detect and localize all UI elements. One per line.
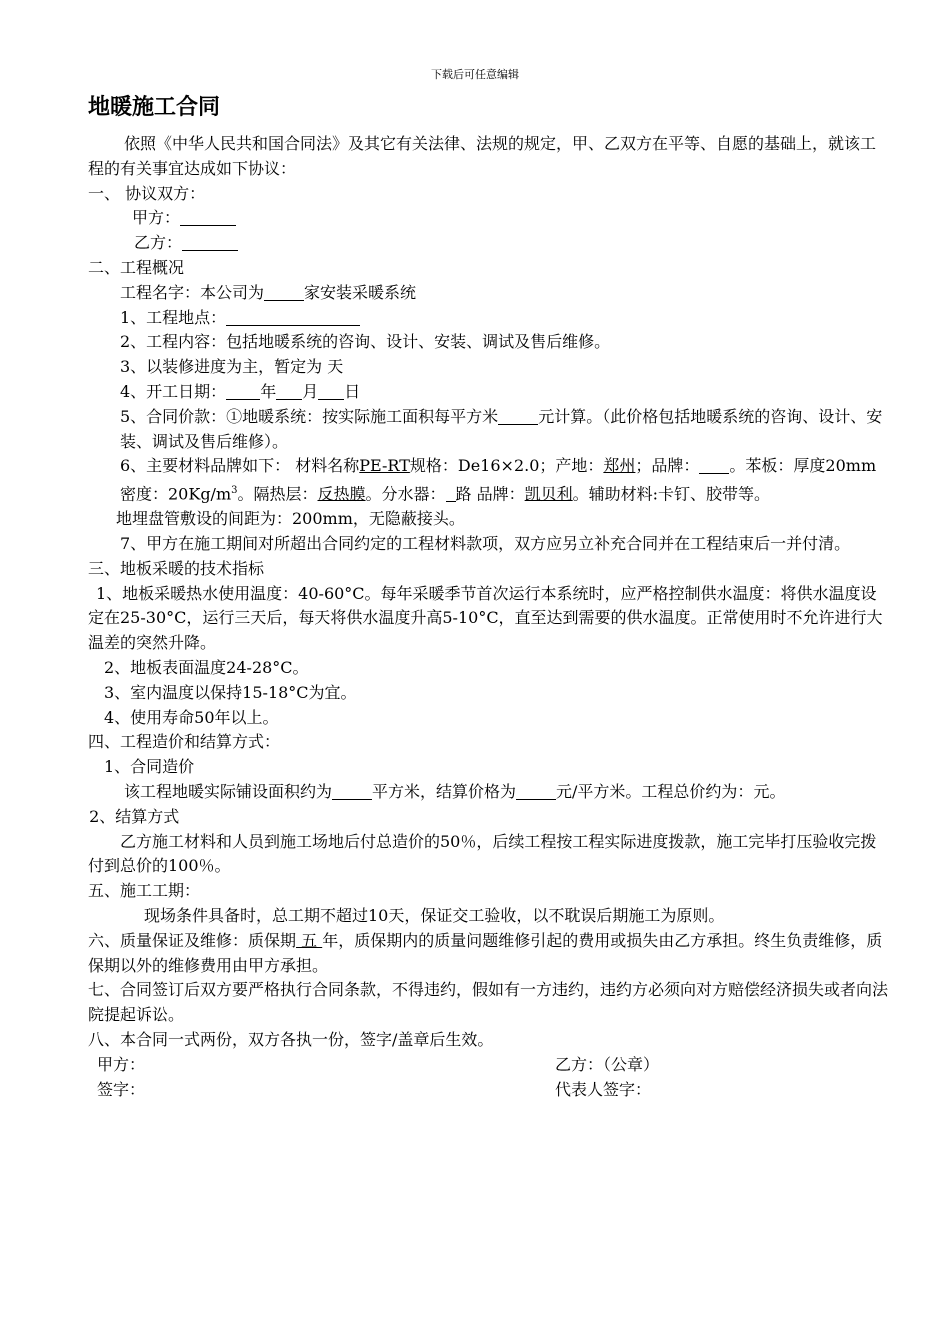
origin-value: 郑州 bbox=[603, 456, 636, 476]
area-pre: 该工程地暖实际铺设面积约为 bbox=[124, 782, 333, 802]
materials-g: 路 品牌： bbox=[455, 484, 525, 504]
manifold-blank bbox=[446, 485, 456, 502]
item-location bbox=[88, 306, 888, 331]
total-price-unit: 元。 bbox=[753, 782, 786, 802]
tech-item-1: 1、地板采暖热水使用温度：40-60°C。每年采暖季节首次运行本系统时，应严格控制供水温度：将供水温度设定在25-30°C，运行三天后，每天将供水温度升高5-10°C，直至达到需要的供水温度。正常使用时不允许进行大温差的突然升降。 bbox=[88, 583, 883, 653]
year-blank bbox=[226, 383, 260, 400]
density-exponent: 3 bbox=[231, 485, 238, 497]
month-blank bbox=[276, 383, 302, 400]
page-title: 地暖施工合同 bbox=[88, 95, 221, 120]
total-price-pre: 元/平方米。工程总价约为： bbox=[556, 782, 754, 802]
party-a-signature-label: 甲方： bbox=[97, 1054, 146, 1074]
unit-price-pre: 平方米，结算价格为 bbox=[372, 782, 517, 802]
section-2-heading: 二、工程概况 bbox=[88, 257, 185, 277]
materials-a: 6、主要材料品牌如下： 材料名称 bbox=[120, 456, 360, 476]
project-name-post: 家安装采暖系统 bbox=[304, 282, 417, 302]
materials-c: ；品牌： bbox=[635, 456, 700, 476]
tech-item-4: 4、使用寿命50年以上。 bbox=[104, 707, 279, 727]
settlement-paragraph: 乙方施工材料和人员到施工场地后付总造价的50％，后续工程按工程实际进度拨款，施工完毕打压验收完拨付到总价的100％。 bbox=[88, 831, 877, 876]
project-name-line bbox=[88, 281, 888, 306]
item-duration: 3、以装修进度为主，暂定为 天 bbox=[120, 357, 344, 377]
section-7-breach: 七、合同签订后双方要严格执行合同条款，不得违约，假如有一方违约，违约方必须向对方赔偿经济损失或者向法院提起诉讼。 bbox=[88, 980, 889, 1025]
materials-h: 。辅助材料:卡钉、胶带等。 bbox=[572, 484, 771, 504]
section-5-heading: 五、施工工期： bbox=[88, 881, 201, 901]
party-a-blank bbox=[180, 209, 236, 226]
section-4-heading: 四、工程造价和结算方式： bbox=[88, 732, 281, 752]
item-extra-materials: 7、甲方在施工期间对所超出合同约定的工程材料款项，双方应另立补充合同并在工程结束后一并付清。 bbox=[120, 534, 851, 554]
settlement-heading bbox=[88, 805, 888, 830]
contract-cost-paragraph bbox=[88, 780, 888, 805]
signature-row-1 bbox=[88, 1053, 888, 1078]
materials-e: 。隔热层： bbox=[237, 484, 318, 504]
area-blank bbox=[332, 783, 372, 800]
section-1-heading: 一、 协议双方： bbox=[88, 183, 206, 203]
party-b-line bbox=[88, 231, 888, 256]
brand-blank bbox=[699, 457, 729, 474]
contract-document bbox=[88, 94, 888, 1102]
schedule-paragraph: 现场条件具备时，总工期不超过10天，保证交工验收，以不耽误后期施工为原则。 bbox=[144, 906, 725, 926]
materials-b: 规格：De16×2.0；产地： bbox=[409, 456, 604, 476]
party-a-sign-label: 签字： bbox=[97, 1079, 146, 1099]
unit-price-blank bbox=[516, 783, 556, 800]
price-post: 元计算。（此价格包括地暖系统的咨询、设计、安装、调试及售后维修）。 bbox=[120, 406, 883, 451]
contract-cost-heading: 1、合同造价 bbox=[104, 757, 195, 777]
item-content: 2、工程内容：包括地暖系统的咨询、设计、安装、调试及售后维修。 bbox=[120, 332, 611, 352]
pipe-spacing: 地埋盘管敷设的间距为：200mm，无隐蔽接头。 bbox=[116, 509, 465, 529]
section-6-quality bbox=[88, 929, 896, 979]
warranty-pre: 六、质量保证及维修：质保期 bbox=[88, 930, 297, 950]
section-8-effect: 八、本合同一式两份，双方各执一份，签字/盖章后生效。 bbox=[88, 1030, 494, 1050]
intro-paragraph: 依照《中华人民共和国合同法》及其它有关法律、法规的规定，甲、乙双方在平等、自愿的基础上，就该工程的有关事宜达成如下协议： bbox=[88, 134, 877, 178]
item-start-date bbox=[88, 380, 888, 405]
warranty-years: 五 bbox=[296, 930, 323, 950]
section-3-heading: 三、地板采暖的技术指标 bbox=[88, 558, 265, 578]
tech-item-2: 2、地板表面温度24-28°C。 bbox=[104, 658, 309, 678]
month-label: 月 bbox=[302, 381, 319, 401]
day-blank bbox=[318, 383, 344, 400]
manifold-brand: 凯贝利 bbox=[524, 484, 573, 504]
signature-row-2 bbox=[88, 1078, 888, 1103]
item-materials bbox=[88, 454, 888, 507]
location-label: 1、工程地点： bbox=[120, 307, 227, 327]
start-date-label: 4、开工日期： bbox=[120, 381, 227, 401]
settlement-heading-text: 2、结算方式 bbox=[89, 806, 180, 826]
party-a-line bbox=[88, 206, 888, 231]
price-pre: 5、合同价款：①地暖系统：按实际施工面积每平方米 bbox=[120, 406, 499, 426]
header-note: 下载后可任意编辑 bbox=[431, 68, 519, 81]
day-label: 日 bbox=[344, 381, 361, 401]
party-b-seal-label: 乙方：（公章） bbox=[555, 1054, 660, 1074]
materials-d: 。苯板：厚度20mm 密度：20Kg/m bbox=[120, 456, 877, 504]
party-b-blank bbox=[182, 234, 238, 251]
pipe-material: PE-RT bbox=[359, 456, 410, 476]
party-b-label: 乙方： bbox=[134, 233, 183, 253]
item-price bbox=[88, 405, 888, 455]
tech-item-3: 3、室内温度以保持15-18°C为宜。 bbox=[104, 682, 357, 702]
party-a-label: 甲方： bbox=[132, 208, 181, 228]
warranty-post: 年，质保期内的质量问题维修引起的费用或损失由乙方承担。终生负责维修，质保期以外的维修费用由甲方承担。 bbox=[88, 930, 883, 975]
price-blank bbox=[498, 408, 538, 425]
party-b-rep-sign-label: 代表人签字： bbox=[555, 1079, 652, 1099]
project-name-blank bbox=[264, 284, 304, 301]
year-label: 年 bbox=[260, 381, 277, 401]
project-name-pre: 工程名字：本公司为 bbox=[120, 282, 265, 302]
insulation-value: 反热膜 bbox=[317, 484, 366, 504]
location-blank bbox=[226, 309, 360, 326]
materials-f: 。分水器： bbox=[365, 484, 446, 504]
